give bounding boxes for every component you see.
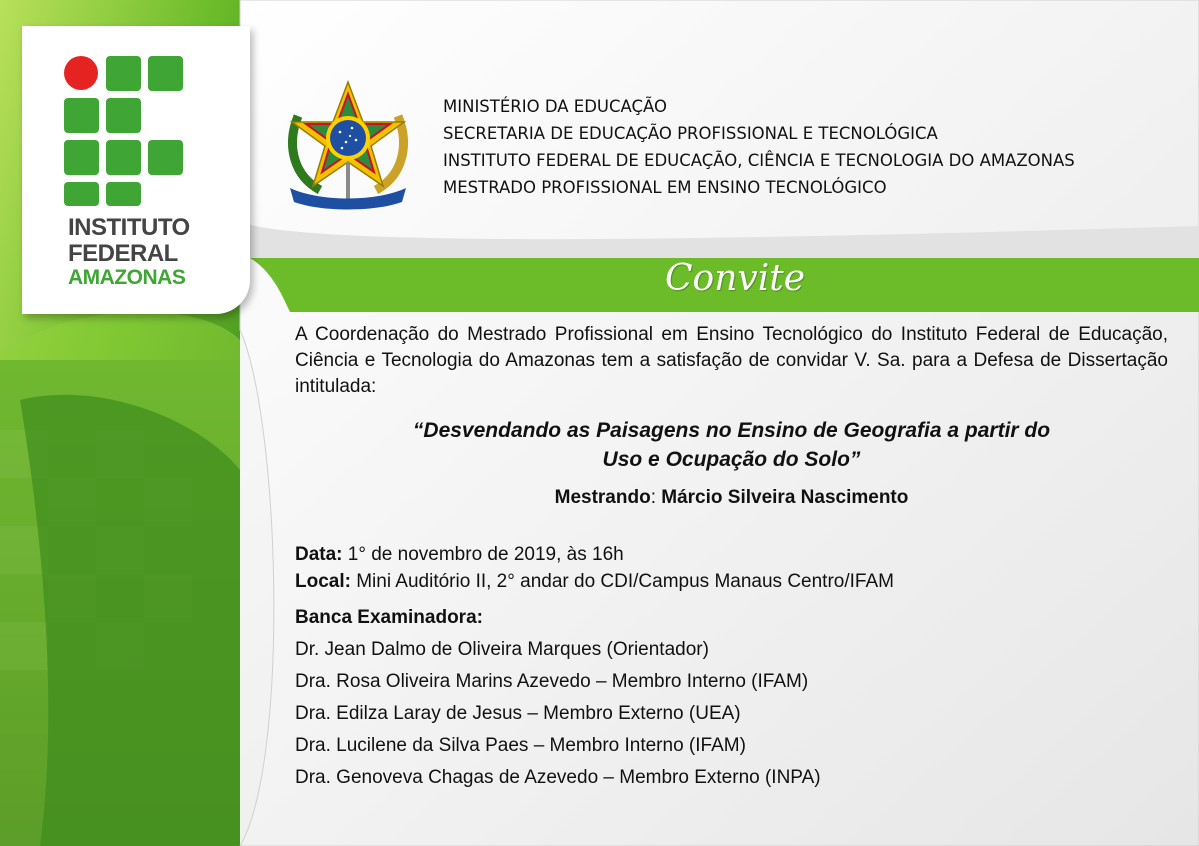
place-line bbox=[295, 568, 1168, 595]
committee-member: Dr. Jean Dalmo de Oliveira Marques (Orientador) bbox=[295, 639, 709, 660]
header-line: SECRETARIA DE EDUCAÇÃO PROFISSIONAL E TECNOLÓGICA bbox=[443, 124, 938, 143]
student-line bbox=[295, 487, 1168, 509]
logo-text-line3: AMAZONAS bbox=[68, 266, 186, 289]
institute-grid-icon bbox=[64, 56, 214, 206]
header-line: MESTRADO PROFISSIONAL EM ENSINO TECNOLÓGICO bbox=[443, 178, 887, 197]
committee-member: Dra. Lucilene da Silva Paes – Membro Interno (IFAM) bbox=[295, 735, 746, 756]
date-value: 1° de novembro de 2019, às 16h bbox=[347, 544, 624, 565]
committee-member: Dra. Genoveva Chagas de Azevedo – Membro Externo (INPA) bbox=[295, 767, 821, 788]
student-label: Mestrando bbox=[554, 487, 651, 508]
thesis-title-line2: Uso e Ocupação do Solo” bbox=[602, 448, 861, 471]
date-line bbox=[295, 541, 1168, 568]
logo-text-line1: INSTITUTO bbox=[68, 214, 190, 241]
intro-paragraph: A Coordenação do Mestrado Profissional em Ensino Tecnológico do Instituto Federal de Educação, Ciência e Tecnologia do Amazonas tem a satisfação de convidar V. Sa. para a Defesa de Dissertação intitulada: bbox=[295, 324, 1168, 397]
institute-logo bbox=[22, 26, 250, 314]
student-colon: : bbox=[650, 487, 662, 508]
date-label: Data: bbox=[295, 544, 343, 565]
brazil-coat-of-arms-icon bbox=[280, 76, 416, 212]
thesis-title bbox=[295, 416, 1168, 474]
committee-member: Dra. Rosa Oliveira Marins Azevedo – Membro Interno (IFAM) bbox=[295, 671, 809, 692]
thesis-title-line1: “Desvendando as Paisagens no Ensino de Geografia a partir do bbox=[412, 419, 1051, 442]
place-label: Local: bbox=[295, 571, 351, 592]
header-line: INSTITUTO FEDERAL DE EDUCAÇÃO, CIÊNCIA E TECNOLOGIA DO AMAZONAS bbox=[443, 151, 1075, 170]
logo-text-line2: FEDERAL bbox=[68, 240, 178, 267]
event-details bbox=[295, 541, 1168, 595]
committee-member: Dra. Edilza Laray de Jesus – Membro Externo (UEA) bbox=[295, 703, 741, 724]
committee-list bbox=[295, 634, 1168, 794]
place-value: Mini Auditório II, 2° andar do CDI/Campus Manaus Centro/IFAM bbox=[356, 571, 894, 592]
committee-title: Banca Examinadora: bbox=[295, 607, 483, 628]
header-line: MINISTÉRIO DA EDUCAÇÃO bbox=[443, 97, 668, 116]
invitation-body bbox=[295, 322, 1168, 794]
institution-header bbox=[443, 93, 1075, 201]
student-name: Márcio Silveira Nascimento bbox=[661, 487, 909, 508]
invitation-title: Convite bbox=[664, 258, 806, 299]
